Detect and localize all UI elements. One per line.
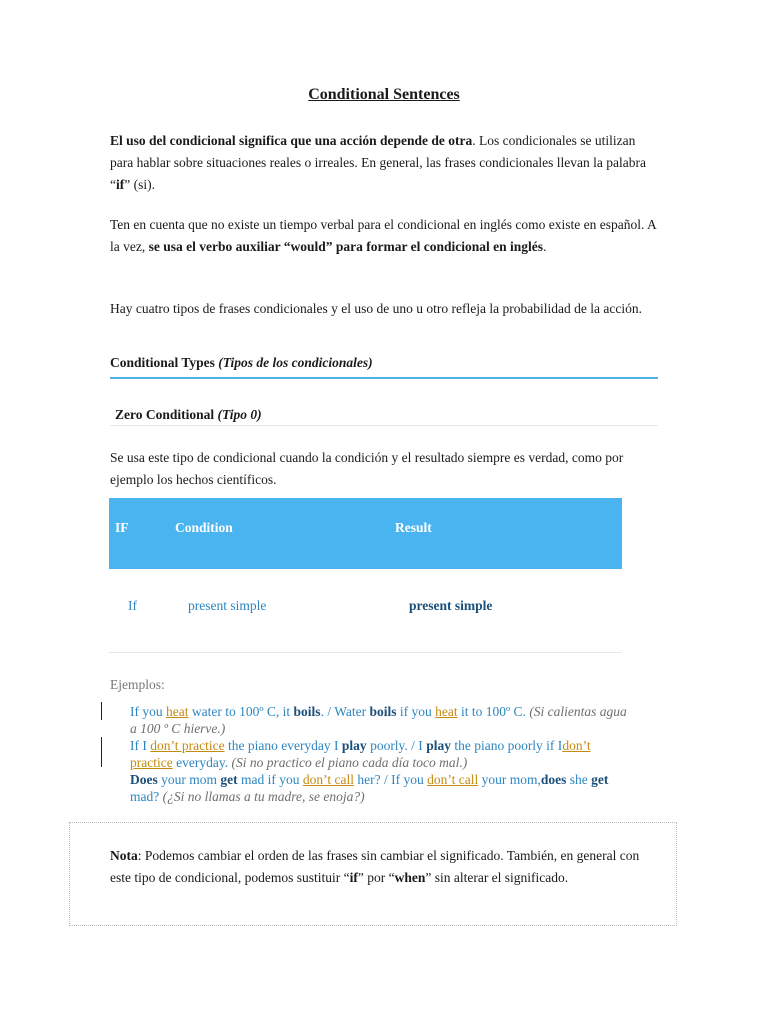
note-text	[110, 845, 650, 889]
types-heading-italic: (Tipos de los condicionales)	[218, 355, 373, 370]
zero-heading-label: Zero Conditional	[115, 407, 218, 422]
ex1-heat: heat	[166, 704, 189, 719]
ex1-boils: boils	[293, 704, 321, 719]
intro-p1-bold: El uso del condicional significa que una acción depende de otra	[110, 133, 473, 148]
intro-p1-text-a: . Los condicionales se utilizan para hablar sobre situaciones reales o irreales. En general, las frases condicionales llevan la palabra “	[110, 133, 647, 192]
ex2-dont-practice: don’t practice	[130, 738, 591, 770]
ex3-text: she	[566, 772, 592, 787]
note-label: Nota	[110, 848, 138, 863]
ex2-text: poorly. / I	[366, 738, 427, 753]
ex3-translation: (¿Si no llamas a tu madre, se enoja?)	[162, 789, 365, 804]
ex3-text: mad if you	[237, 772, 303, 787]
intro-p2-bold: se usa el verbo auxiliar “would” para formar el condicional en inglés	[148, 239, 543, 254]
note-text-c: ” sin alterar el significado.	[425, 870, 569, 885]
example-2	[130, 737, 630, 771]
ex3-dont-call: don’t call	[302, 772, 354, 787]
ex1-text: if you	[396, 704, 436, 719]
table-header-result: Result	[395, 520, 432, 535]
ex1-text: . / Water	[320, 704, 370, 719]
ex2-play: play	[426, 738, 451, 753]
ex1-text: it to 100º C.	[457, 704, 530, 719]
ex3-text: your mom	[157, 772, 221, 787]
ex2-dont-practice: don’t practice	[150, 738, 225, 753]
ex1-text: If you	[130, 704, 166, 719]
table-header-if: IF	[115, 520, 129, 535]
intro-paragraph-1	[110, 130, 660, 196]
ex2-text: If I	[130, 738, 151, 753]
examples-label: Ejemplos:	[110, 677, 165, 692]
table-cell-condition: present simple	[188, 598, 267, 613]
conditional-types-heading	[110, 353, 658, 373]
example-3	[130, 771, 630, 805]
intro-p2-text-a: Ten en cuenta que no existe un tiempo verbal para el condicional en inglés como existe en español. A la vez,	[110, 217, 657, 254]
table-cell-if: If	[128, 598, 137, 613]
ex1-boils: boils	[369, 704, 397, 719]
ex3-does: does	[540, 772, 567, 787]
note-text-b: ” por “	[357, 870, 395, 885]
page-title: Conditional Sentences	[308, 86, 460, 103]
text-cursor-1	[101, 702, 102, 720]
table-header-condition: Condition	[175, 520, 233, 535]
zero-conditional-heading	[115, 405, 663, 425]
zero-heading-italic: (Tipo 0)	[217, 407, 262, 422]
note-if: if	[349, 870, 358, 885]
ex2-text: the piano everyday I	[224, 738, 342, 753]
blue-divider	[110, 377, 658, 379]
ex3-text: her? / If you	[354, 772, 428, 787]
ex1-translation: (Si calientas agua a 100 º C hierve.)	[130, 704, 627, 736]
ex1-heat: heat	[435, 704, 458, 719]
table-bottom-divider	[109, 652, 622, 653]
types-heading-label: Conditional Types	[110, 355, 219, 370]
intro-p1-text-b: ” (si).	[124, 177, 155, 192]
example-1	[130, 703, 630, 737]
ex3-text: your mom,	[478, 772, 541, 787]
ex2-play: play	[341, 738, 367, 753]
note-when: when	[394, 870, 426, 885]
intro-p1-if: if	[116, 177, 125, 192]
note-text-a: : Podemos cambiar el orden de las frases sin cambiar el significado. También, en general con este tipo de condicional, podemos sustituir “	[110, 848, 640, 885]
ex2-translation: (Si no practico el piano cada día toco mal.)	[231, 755, 468, 770]
ex3-get: get	[220, 772, 238, 787]
intro-paragraph-2	[110, 214, 660, 258]
zero-description: Se usa este tipo de condicional cuando la condición y el resultado siempre es verdad, como por ejemplo los hechos científicos.	[110, 450, 624, 487]
ex3-get: get	[591, 772, 609, 787]
zero-heading-divider	[110, 425, 658, 426]
table-cell-result: present simple	[409, 598, 493, 613]
text-cursor-2	[101, 737, 102, 767]
ex2-text: everyday.	[172, 755, 232, 770]
intro-p2-text-b: .	[543, 239, 547, 254]
table-header-row	[109, 498, 622, 569]
ex3-text: mad?	[130, 789, 163, 804]
ex3-does: Does	[130, 772, 158, 787]
ex2-text: the piano poorly if I	[450, 738, 563, 753]
intro-paragraph-3: Hay cuatro tipos de frases condicionales y el uso de uno u otro refleja la probabilidad de la acción.	[110, 301, 642, 316]
ex3-dont-call: don’t call	[427, 772, 479, 787]
ex1-text: water to 100º C, it	[188, 704, 294, 719]
